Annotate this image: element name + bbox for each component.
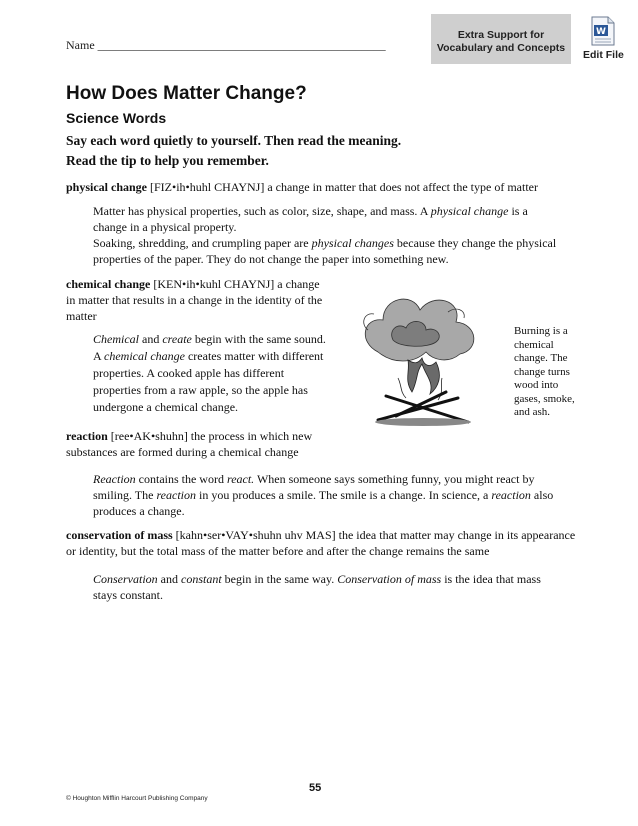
page-title: How Does Matter Change?	[66, 83, 307, 104]
tip-chemical-change	[93, 331, 333, 416]
instruction-line-1: Say each word quietly to yourself. Then read the meaning.	[66, 133, 402, 148]
tip-text: contains the word	[135, 472, 227, 486]
tip-emphasis: Reaction	[93, 472, 136, 486]
tip-text: because they change the physical properties of the paper. They do not change the paper into something new.	[93, 236, 557, 266]
term: chemical change	[66, 277, 151, 291]
tip-emphasis: Chemical	[93, 332, 139, 346]
burning-wood-illustration	[338, 282, 508, 430]
tip-emphasis: reaction	[156, 488, 196, 502]
definition-text: [FIZ•ih•huhl CHAYNJ] a change in matter that does not affect the type of matter	[150, 180, 538, 194]
definition-reaction	[66, 428, 346, 460]
tip-emphasis: physical change	[430, 204, 509, 218]
tip-text: begin with the same sound. A	[93, 332, 326, 363]
definition-physical-change	[66, 179, 586, 195]
tip-physical-change-2	[93, 235, 563, 267]
name-field-line: Name ________________________________________________	[66, 38, 386, 52]
page-number: 55	[309, 782, 322, 794]
tip-emphasis: create	[162, 332, 192, 346]
definition-text: [ree•AK•shuhn] the process in which new substances are formed during a chemical change	[66, 429, 313, 459]
tip-emphasis: constant	[181, 572, 222, 586]
tip-text: begin in the same way.	[221, 572, 338, 586]
tip-text: Soaking, shredding, and crumpling paper are	[93, 236, 312, 250]
definition-conservation-of-mass	[66, 527, 586, 559]
definition-text: [kahn•ser•VAY•shuhn uhv MAS] the idea that matter may change in its appearance or identity, but the total mass of the matter before and after the change remains the same	[66, 528, 576, 558]
support-line-2: Vocabulary and Concepts	[436, 42, 566, 54]
tip-text: Matter has physical properties, such as color, size, shape, and mass. A	[93, 204, 431, 218]
tip-text: is the idea that mass stays constant.	[93, 572, 541, 602]
term: physical change	[66, 180, 148, 194]
svg-text:W: W	[596, 27, 606, 37]
tip-physical-change-1	[93, 203, 563, 235]
figure-caption: Burning is a chemical change. The change turns wood into gases, smoke, and ash.	[514, 325, 575, 418]
section-subtitle: Science Words	[66, 110, 167, 126]
definition-text: [KEN•ih•kuhl CHAYNJ] a change in matter that results in a change in the identity of the matter	[66, 277, 323, 323]
extra-support-banner	[431, 14, 571, 64]
tip-conservation-of-mass	[93, 571, 563, 603]
tip-emphasis: Conservation	[93, 572, 158, 586]
tip-emphasis: chemical change	[104, 349, 185, 363]
tip-text: is a change in a physical property.	[93, 204, 528, 234]
tip-text: and	[157, 572, 181, 586]
tip-text: also produces a change.	[93, 488, 554, 518]
copyright-notice: © Houghton Mifflin Harcourt Publishing Company	[66, 795, 208, 802]
term: reaction	[66, 429, 108, 443]
tip-emphasis: react.	[226, 472, 255, 486]
word-document-icon[interactable]	[590, 16, 616, 46]
tip-reaction	[93, 471, 563, 519]
term: conservation of mass	[66, 528, 173, 542]
definition-chemical-change	[66, 276, 326, 324]
tip-emphasis: physical changes	[311, 236, 394, 250]
tip-text: When someone says something funny, you might react by smiling. The	[93, 472, 535, 502]
tip-text: and	[139, 332, 163, 346]
tip-text: creates matter with different properties. A cooked apple has different properties from a raw apple, so the apple has undergone a chemical change.	[93, 349, 324, 414]
tip-text: in you produces a smile. The smile is a change. In science, a	[196, 488, 492, 502]
tip-emphasis: Conservation of mass	[337, 572, 442, 586]
edit-file-link[interactable]: Edit File	[583, 49, 624, 61]
tip-emphasis: reaction	[491, 488, 531, 502]
instruction-line-2: Read the tip to help you remember.	[66, 153, 269, 168]
support-line-1: Extra Support for	[457, 29, 545, 41]
